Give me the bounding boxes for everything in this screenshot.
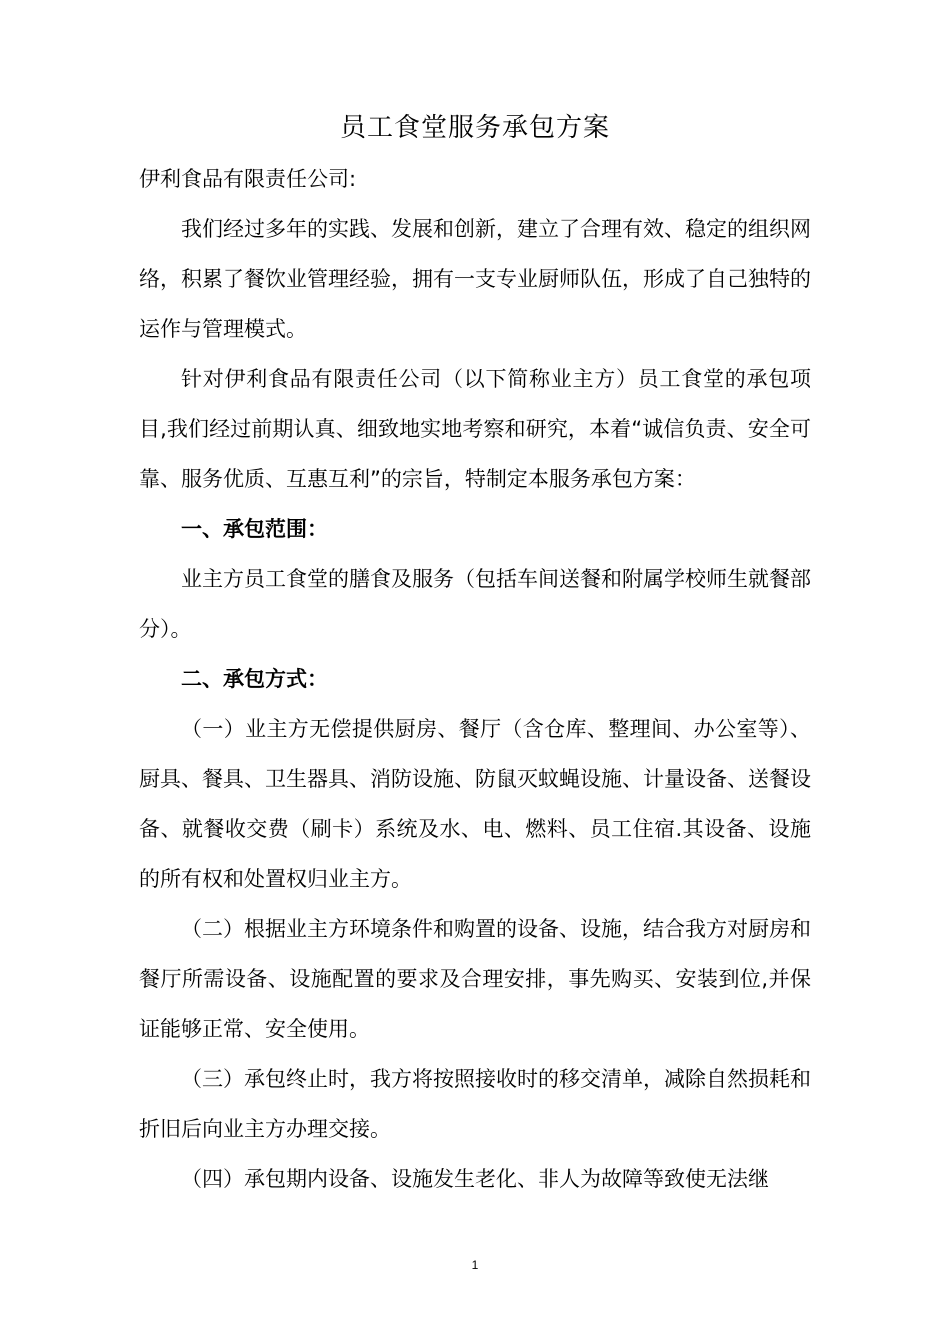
section-heading-method: 二、承包方式： [181, 667, 328, 691]
document-title: 员工食堂服务承包方案 [339, 113, 610, 143]
page-number: 1 [471, 1258, 479, 1272]
section-scope-text: 业主方员工食堂的膳食及服务（包括车间送餐和附属学校师生就餐部分）。 [139, 567, 811, 641]
document-body [139, 154, 811, 1204]
method-item-4: （四）承包期内设备、设施发生老化、非人为故障等致使无法继 [181, 1167, 769, 1191]
intro-paragraph-2: 针对伊利食品有限责任公司（以下简称业主方）员工食堂的承包项目,我们经过前期认真、细致地实地考察和研究，本着“诚信负责、安全可靠、服务优质、互惠互利”的宗旨，特制定本服务承包方案： [139, 367, 811, 491]
method-item-2: （二）根据业主方环境条件和购置的设备、设施，结合我方对厨房和餐厅所需设备、设施配置的要求及合理安排，事先购买、安装到位,并保证能够正常、安全使用。 [139, 917, 811, 1041]
intro-paragraph-1: 我们经过多年的实践、发展和创新，建立了合理有效、稳定的组织网络，积累了餐饮业管理经验，拥有一支专业厨师队伍，形成了自己独特的运作与管理模式。 [139, 217, 811, 341]
method-item-3: （三）承包终止时，我方将按照接收时的移交清单，减除自然损耗和折旧后向业主方办理交接。 [139, 1067, 811, 1141]
method-item-1: （一）业主方无偿提供厨房、餐厅（含仓库、整理间、办公室等）、厨具、餐具、卫生器具、消防设施、防鼠灭蚊蝇设施、计量设备、送餐设备、就餐收交费（刷卡）系统及水、电、燃料、员工住宿.其设备、设施的所有权和处置权归业主方。 [139, 717, 811, 891]
salutation: 伊利食品有限责任公司: [139, 167, 357, 191]
section-heading-scope: 一、承包范围： [181, 517, 328, 541]
